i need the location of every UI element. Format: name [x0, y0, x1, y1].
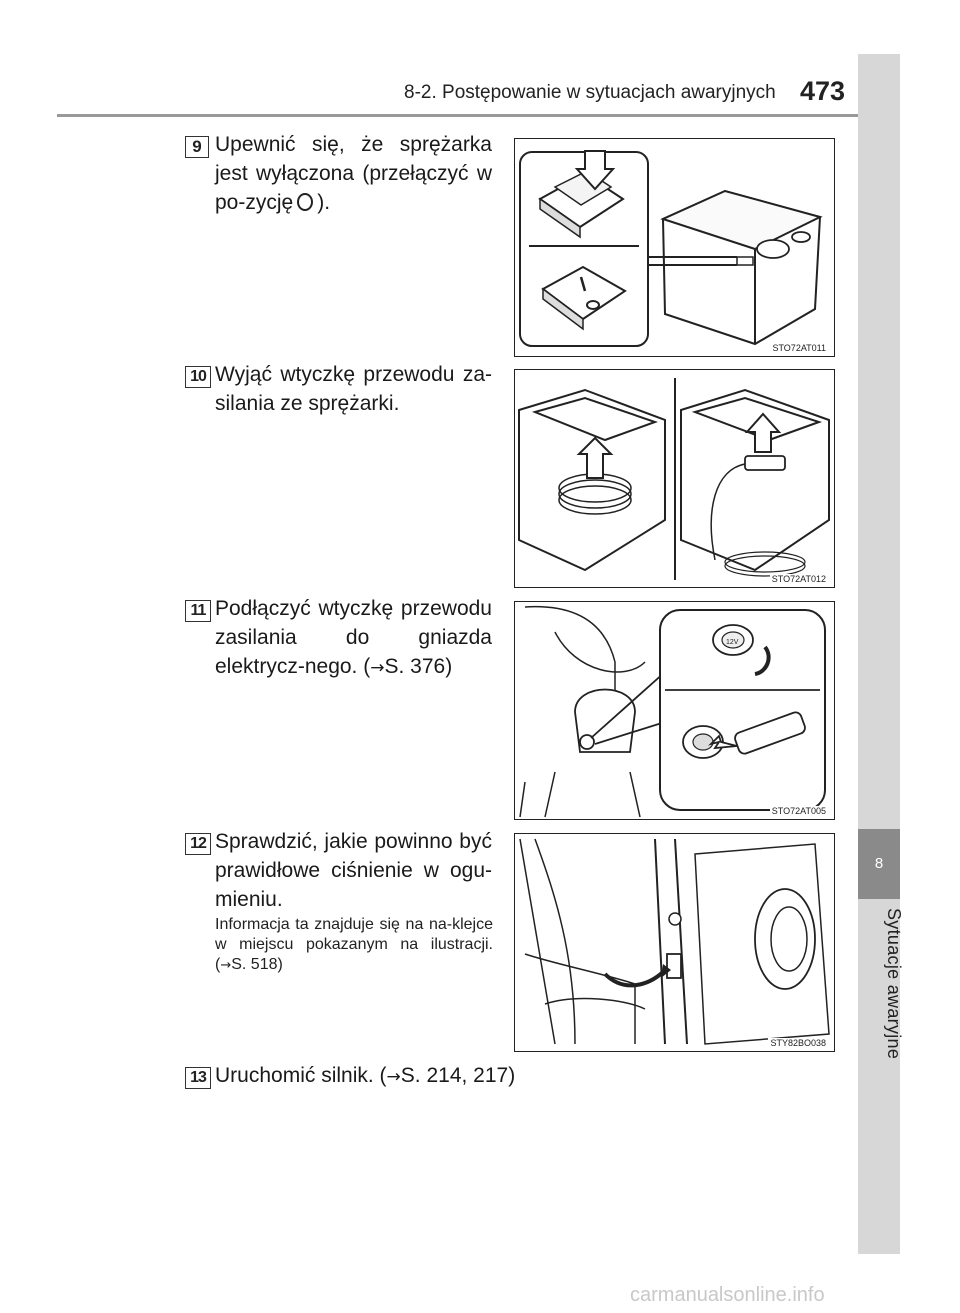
figure-code: STO72AT011 [772, 343, 826, 353]
figure-power-socket [514, 601, 835, 820]
compressor-switch-illustration [515, 139, 834, 356]
step-number-9: 9 [185, 136, 209, 158]
figure-compressor-switch [514, 138, 835, 357]
step-number-12: 12 [185, 833, 211, 855]
reference-arrow: → [370, 658, 385, 678]
step-10-text: Wyjąć wtyczkę przewodu za-silania ze sprężarki. [215, 363, 492, 415]
unplug-cable-illustration [515, 370, 834, 587]
step-13-text: Uruchomić silnik. (→S. 214, 217) [215, 1064, 516, 1087]
running-header: 8-2. Postępowanie w sytuacjach awaryjnych [404, 82, 776, 103]
chapter-tab [858, 829, 900, 899]
figure-code: STY82BO038 [770, 1038, 826, 1048]
reference-arrow: → [386, 1067, 401, 1087]
step-number-11: 11 [185, 600, 211, 622]
chapter-number: 8 [874, 855, 884, 872]
figure-tire-label-location [514, 833, 835, 1052]
figure-unplug-cable [514, 369, 835, 588]
step-9-text: Upewnić się, że sprężarka jest wyłączona (przełączyć w po-zycję ). [215, 133, 492, 214]
step-number-10: 10 [185, 366, 211, 388]
figure-code: STO72AT005 [771, 806, 826, 816]
socket-12v-label: 12V [726, 639, 739, 646]
reference-arrow: → [220, 958, 232, 973]
page-number: 473 [800, 76, 846, 106]
figure-code: STO72AT012 [771, 574, 826, 584]
step-11-text: Podłączyć wtyczkę przewodu zasilania do gniazda elektrycz-nego. (→S. 376) [215, 597, 492, 678]
step-12-note: Informacja ta znajduje się na na-klejce w miejscu pokazanym na ilustracji. (→S. 518) [215, 916, 493, 973]
power-socket-illustration [515, 602, 834, 819]
watermark: carmanualsonline.info [630, 1284, 825, 1306]
step-number-13: 13 [185, 1067, 211, 1089]
chapter-label: Sytuacje awaryjne [884, 908, 904, 1060]
header-divider [57, 114, 858, 117]
off-circle-icon [297, 193, 313, 211]
door-pillar-illustration [515, 834, 834, 1051]
step-12-text: Sprawdzić, jakie powinno być prawidłowe ciśnienie w ogu-mieniu. [215, 830, 492, 911]
